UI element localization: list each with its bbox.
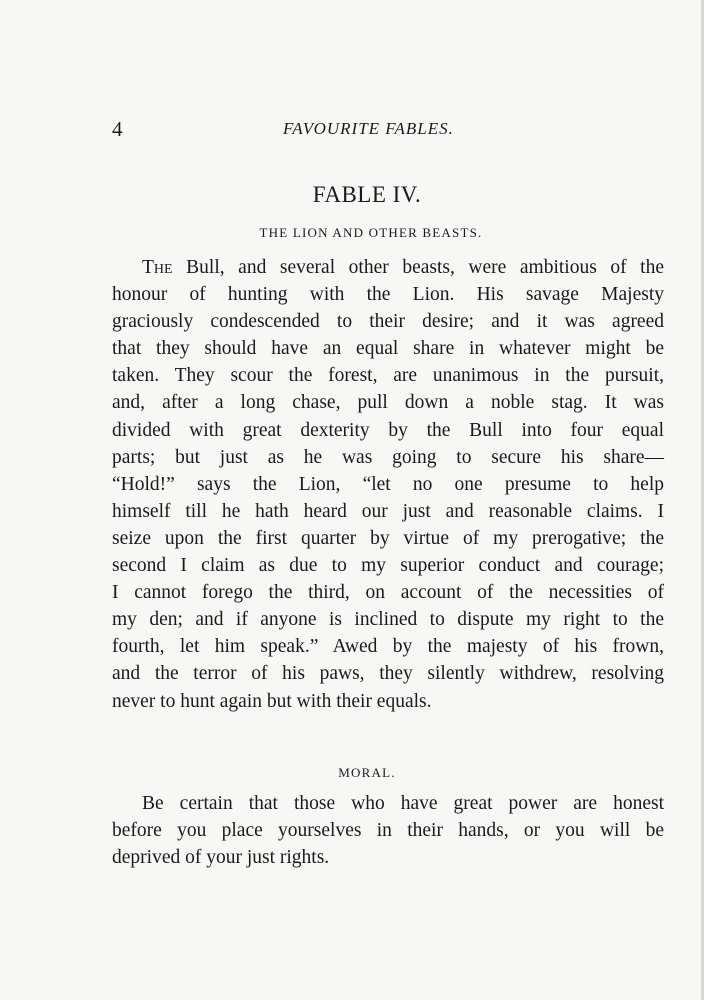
fable-line: second I claim as due to my superior conduct and courage;: [112, 555, 664, 577]
page-header: [0, 114, 704, 144]
fable-line: never to hunt again but with their equals.: [112, 690, 432, 712]
fable-line: seize upon the first quarter by virtue of my prerogative; the: [112, 527, 664, 549]
fable-line: I cannot forego the third, on account of the necessities of: [112, 582, 664, 604]
moral-line: before you place yourselves in their hands, or you will be: [112, 820, 664, 842]
fable-body: [112, 254, 664, 715]
fable-title: FABLE IV.: [312, 182, 422, 207]
fable-line: “Hold!” says the Lion, “let no one presume to help: [112, 473, 664, 495]
fable-line: taken. They scour the forest, are unanimous in the pursuit,: [112, 365, 664, 387]
fable-line-text: Bull, and several other beasts, were ambitious of the: [172, 257, 664, 278]
fable-first-word: The: [142, 257, 173, 278]
fable-line: my den; and if anyone is inclined to dispute my right to the: [112, 609, 664, 631]
running-title: FAVOURITE FABLES.: [283, 119, 454, 138]
fable-line: and, after a long chase, pull down a noble stag. It was: [112, 392, 664, 414]
fable-subtitle: THE LION AND OTHER BEASTS.: [259, 225, 483, 240]
moral-line: deprived of your just rights.: [112, 847, 330, 869]
page-number: 4: [112, 117, 123, 141]
fable-line: [112, 254, 664, 281]
moral-heading: MORAL.: [338, 765, 396, 780]
fable-line: and the terror of his paws, they silently withdrew, resolving: [112, 663, 664, 685]
fable-line: himself till he hath heard our just and reasonable claims. I: [112, 500, 664, 522]
fable-line: divided with great dexterity by the Bull into four equal: [112, 419, 664, 441]
fable-line: parts; but just as he was going to secure his share—: [112, 446, 664, 468]
fable-line: fourth, let him speak.” Awed by the majesty of his frown,: [112, 636, 664, 658]
moral-line: Be certain that those who have great power are honest: [142, 793, 664, 814]
fable-line: graciously condescended to their desire; and it was agreed: [112, 311, 664, 333]
fable-line: honour of hunting with the Lion. His savage Majesty: [112, 284, 664, 306]
fable-line: that they should have an equal share in whatever might be: [112, 338, 664, 360]
moral-body: [112, 790, 664, 871]
